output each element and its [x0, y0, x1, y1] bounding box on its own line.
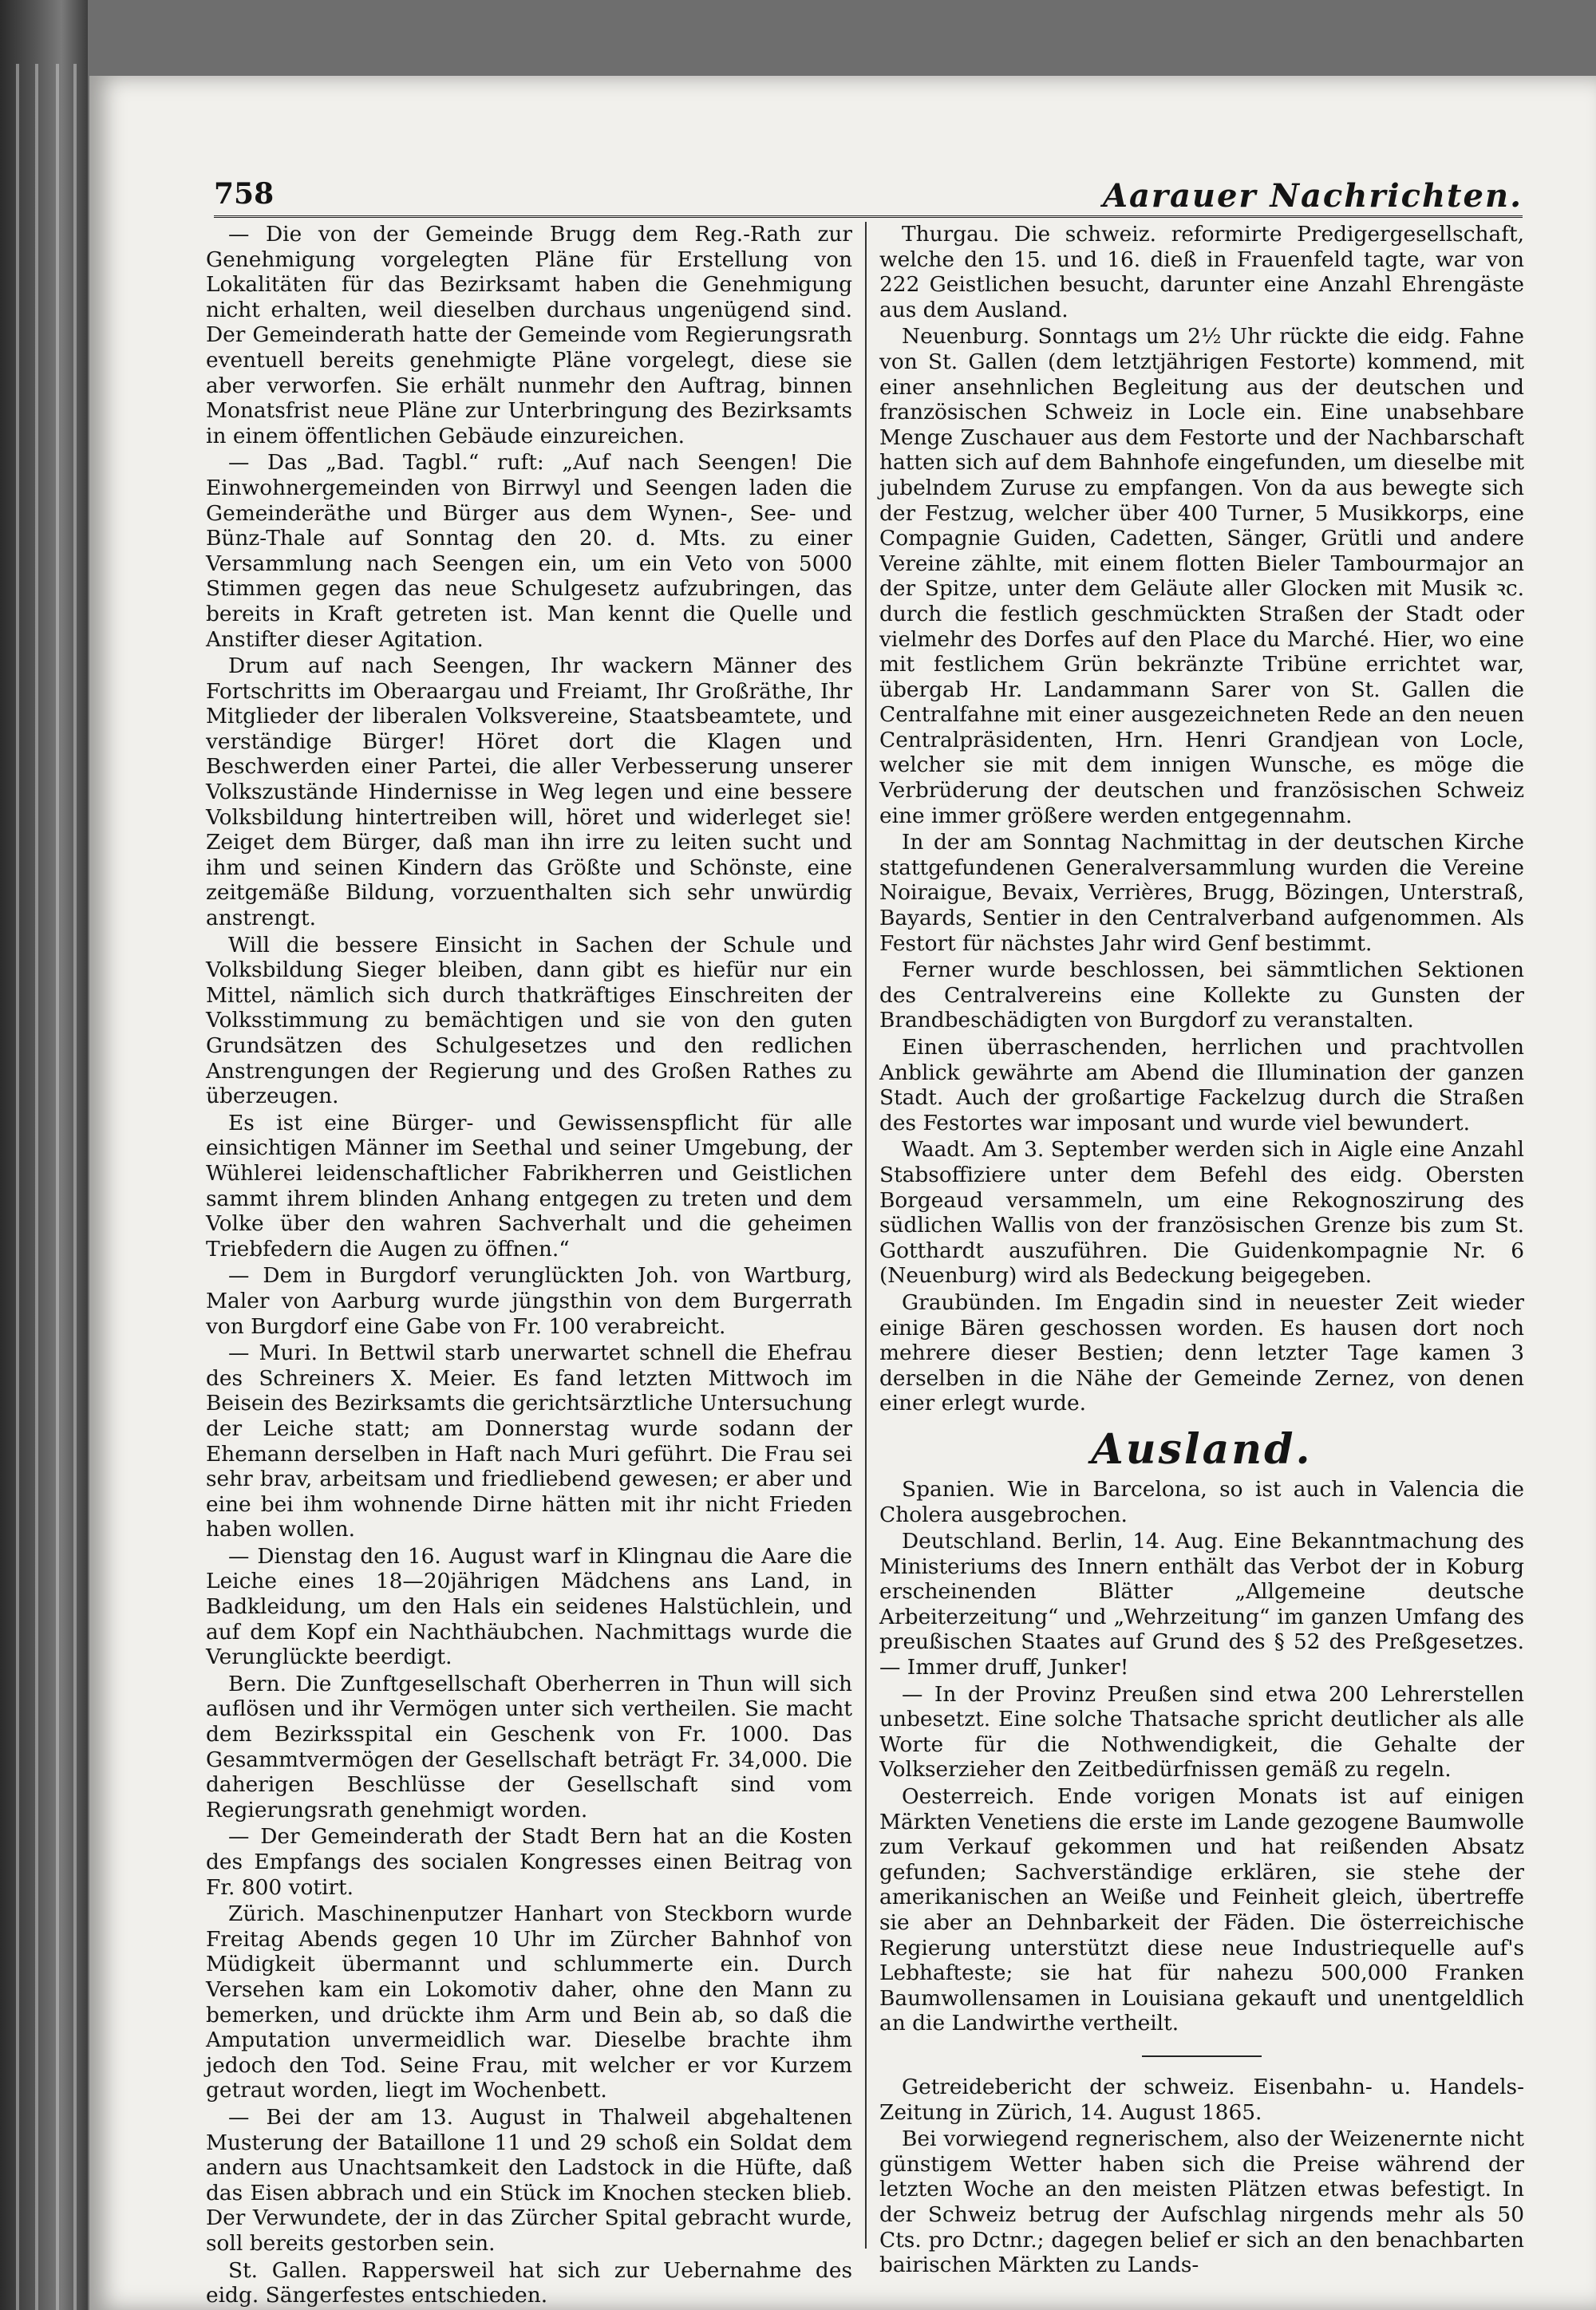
- article-paragraph: Es ist eine Bürger- und Gewissenspflicht für alle einsichtigen Männer im Seethal und seiner Umgebung, der Wühlerei leidenschaftlicher Fabrikherren und Geistlichen sammt ihrem blinden Anhang entgegen zu treten und dem Volke über den wahren Sachverhalt und die geheimen Triebfedern die Augen zu öffnen.“: [206, 1110, 852, 1262]
- article-paragraph: — Muri. In Bettwil starb unerwartet schnell die Ehefrau des Schreiners X. Meier. Es fand letzten Mittwoch im Beisein des Bezirksamts die gerichtsärztliche Untersuchung der Leiche statt; am Donnerstag wurde sodann der Ehemann derselben in Haft nach Muri geführt. Die Frau sei sehr brav, arbeitsam und friedliebend gewesen; er aber und eine bei ihm wohnende Dirne hätten mit ihr nicht Frieden haben wollen.: [206, 1341, 852, 1542]
- article-paragraph: Einen überraschenden, herrlichen und prachtvollen Anblick gewährte am Abend die Illumination der ganzen Stadt. Auch der großartige Fackelzug durch die Straßen des Festortes war imposant und wurde viel bewundert.: [879, 1035, 1524, 1135]
- article-paragraph: — Das „Bad. Tagbl.“ ruft: „Auf nach Seengen! Die Einwohnergemeinden von Birrwyl und Seengen laden die Gemeinderäthe und Bürger aus dem Wynen-, See- und Bünz-Thale auf Sonntag den 20. d. Mts. zu einer Versammlung nach Seengen ein, um ein Veto von 5000 Stimmen gegen das neue Schulgesetz aufzubringen, das bereits in Kraft getreten ist. Man kennt die Quelle und Anstifter dieser Agitation.: [206, 450, 852, 652]
- article-paragraph: St. Gallen. Rappersweil hat sich zur Uebernahme des eidg. Sängerfestes entschieden.: [206, 2257, 852, 2308]
- article-paragraph: Bei vorwiegend regnerischem, also der Weizenernte nicht günstigem Wetter haben sich die Preise während der letzten Woche an den meisten Plätzen etwas befestigt. In der Schweiz betrug der Aufschlag nirgends mehr als 50 Cts. pro Dctnr.; dagegen belief er sich an den benachbarten bairischen Märkten zu Lands-: [879, 2126, 1524, 2278]
- section-title: Ausland.: [1091, 1424, 1313, 1474]
- article-paragraph: Bern. Die Zunftgesellschaft Oberherren in Thun will sich auflösen und ihr Vermögen unter sich vertheilen. Sie macht dem Bezirksspital ein Geschenk von Fr. 1000. Das Gesammtvermögen der Gesellschaft beträgt Fr. 34,000. Die daherigen Beschlüsse der Gesellschaft sind vom Regierungsrath genehmigt worden.: [206, 1671, 852, 1822]
- article-paragraph: Thurgau. Die schweiz. reformirte Predigergesellschaft, welche den 15. und 16. dieß in Frauenfeld tagte, war von 222 Geistlichen besucht, darunter eine Anzahl Ehrengäste aus dem Ausland.: [879, 222, 1524, 322]
- article-paragraph: Oesterreich. Ende vorigen Monats ist auf einigen Märkten Venetiens die erste im Lande gezogene Baumwolle zum Verkauf gekommen und hat reißenden Absatz gefunden; Sachverständige erklären, sie stehe der amerikanischen an Weiße und Feinheit gleich, übertreffe sie aber an Dehnbarkeit der Fäden. Die österreichische Regierung unterstützt diese neue Industriequelle auf's Lebhafteste; sie hat für nahezu 500,000 Franken Baumwollensamen in Louisiana gekauft und unentgeldlich an die Landwirthe vertheilt.: [879, 1784, 1524, 2036]
- newspaper-title: Aarauer Nachrichten.: [1102, 177, 1523, 215]
- article-paragraph: — Der Gemeinderath der Stadt Bern hat an die Kosten des Empfangs des socialen Kongresses einen Beitrag von Fr. 800 votirt.: [206, 1824, 852, 1900]
- article-paragraph: — Bei der am 13. August in Thalweil abgehaltenen Musterung der Bataillone 11 und 29 schoß ein Soldat dem andern aus Unachtsamkeit den Ladstock in die Hüfte, daß das Eisen abbrach und ein Stück im Knochen stecken blieb. Der Verwundete, der in das Zürcher Spital gebracht wurde, soll bereits gestorben sein.: [206, 2104, 852, 2256]
- article-paragraph: Drum auf nach Seengen, Ihr wackern Männer des Fortschritts im Oberaargau und Freiamt, Ihr Großräthe, Ihr Mitglieder der liberalen Volksvereine, Staatsbeamtete, und verständige Bürger! Höret dort die Klagen und Beschwerden einer Partei, die aller Verbesserung unserer Volkszustände Hindernisse in Weg legen und eine bessere Volksbildung hintertreiben will, höret und widerleget sie! Zeiget dem Bürger, daß man ihn irre zu leiten sucht und ihm und seinen Kindern das Größte und Schönste, eine zeitgemäße Bildung, vorzuenthalten sich sehr unwürdig anstrengt.: [206, 654, 852, 931]
- article-paragraph: Spanien. Wie in Barcelona, so ist auch in Valencia die Cholera ausgebrochen.: [879, 1476, 1524, 1527]
- column-divider: [865, 222, 867, 2249]
- article-paragraph: In der am Sonntag Nachmittag in der deutschen Kirche stattgefundenen Generalversammlung wurden die Vereine Noiraigue, Bevaix, Verrières, Brugg, Bözingen, Unterstraß, Bayards, Sentier in den Centralverband aufgenommen. Als Festort für nächstes Jahr wird Genf bestimmt.: [879, 830, 1524, 956]
- article-paragraph: — Die von der Gemeinde Brugg dem Reg.-Rath zur Genehmigung vorgelegten Pläne für Erstellung von Lokalitäten für das Bezirksamt haben die Genehmigung nicht erhalten, weil dieselben durchaus ungenügend sind. Der Gemeinderath hatte der Gemeinde vom Regierungsrath eventuell bereits genehmigte Pläne vorgelegt, diese sie aber verworfen. Sie erhält nunmehr den Auftrag, binnen Monatsfrist neue Pläne zur Unterbringung des Bezirksamts in einem öffentlichen Gebäude einzureichen.: [206, 222, 852, 448]
- article-paragraph: Neuenburg. Sonntags um 2½ Uhr rückte die eidg. Fahne von St. Gallen (dem letztjährigen Festorte) kommend, mit einer ansehnlichen Begleitung aus der deutschen und französischen Schweiz in Locle ein. Eine unabsehbare Menge Zuschauer aus dem Festorte und der Nachbarschaft hatten sich auf dem Bahnhofe eingefunden, um dieselbe mit jubelndem Zuruse zu empfangen. Von da aus bewegte sich der Festzug, welcher über 400 Turner, 5 Musikkorps, eine Compagnie Guiden, Cadetten, Sänger, Grütli und andere Vereine zählte, mit einem flotten Bieler Tambourmajor an der Spitze, unter dem Geläute aller Glocken mit Musik ꝛc. durch die festlich geschmückten Straßen der Stadt oder vielmehr des Dorfes auf den Place du Marché. Hier, wo eine mit festlichem Grün bekränzte Tribüne errichtet war, übergab Hr. Landammann Sarer von St. Gallen die Centralfahne mit einer ausgezeichneten Rede an den neuen Centralpräsidenten, Hrn. Henri Grandjean von Locle, welcher sie mit dem innigen Wunsche, es möge die Verbrüderung der deutschen und französischen Schweiz eine immer größere werden entgegennahm.: [879, 324, 1524, 828]
- book-spine-edge: [0, 0, 88, 2310]
- article-paragraph: — Dienstag den 16. August warf in Klingnau die Aare die Leiche eines 18—20jährigen Mädchens ans Land, in Badkleidung, um den Hals ein seidenes Halstüchlein, und auf dem Kopf ein Nachthäubchen. Nachmittags wurde die Verunglückte beerdigt.: [206, 1543, 852, 1670]
- page-header: [214, 177, 1523, 218]
- article-paragraph: — In der Provinz Preußen sind etwa 200 Lehrerstellen unbesetzt. Eine solche Thatsache spricht deutlicher als alle Worte für die Nothwendigkeit, die Gehalte der Volkserzieher den Zeitbedürfnissen gemäß zu regeln.: [879, 1681, 1524, 1783]
- right-column: [879, 222, 1524, 2278]
- article-paragraph: Will die bessere Einsicht in Sachen der Schule und Volksbildung Sieger bleiben, dann gibt es hiefür nur ein Mittel, nämlich sich durch thatkräftiges Einschreiten der Volksstimmung zu bemächtigen und sie von den guten Grundsätzen des Schulgesetzes und den redlichen Anstrengungen der Regierung und des Großen Rathes zu überzeugen.: [206, 932, 852, 1109]
- article-paragraph: Zürich. Maschinenputzer Hanhart von Steckborn wurde Freitag Abends gegen 10 Uhr im Zürcher Bahnhof von Müdigkeit übermannt und schlummerte ein. Durch Versehen kam ein Lokomotiv daher, ohne den Mann zu bemerken, und drückte ihm Arm und Bein ab, so daß die Amputation unvermeidlich war. Dieselbe brachte ihm jedoch den Tod. Seine Frau, mit welcher er vor Kurzem getraut worden, liegt im Wochenbett.: [206, 1901, 852, 2103]
- article-paragraph: Getreidebericht der schweiz. Eisenbahn- u. Handels-Zeitung in Zürich, 14. August 1865.: [879, 2074, 1524, 2125]
- article-paragraph: Deutschland. Berlin, 14. Aug. Eine Bekanntmachung des Ministeriums des Innern enthält das Verbot der in Koburg erscheinenden Blätter „Allgemeine deutsche Arbeiterzeitung“ und „Wehrzeitung“ im ganzen Umfang des preußischen Staates auf Grund des § 52 des Preßgesetzes. — Immer druff, Junker!: [879, 1529, 1524, 1680]
- article-divider: [1142, 2055, 1262, 2057]
- article-paragraph: Waadt. Am 3. September werden sich in Aigle eine Anzahl Stabsoffiziere unter dem Befehl des eidg. Obersten Borgeaud versammeln, um eine Rekognoszirung des südlichen Wallis von der französischen Grenze bis zum St. Gotthardt auszuführen. Die Guidenkompagnie Nr. 6 (Neuenburg) wird als Bedeckung beigegeben.: [879, 1137, 1524, 1289]
- article-paragraph: Graubünden. Im Engadin sind in neuester Zeit wieder einige Bären geschossen worden. Es hausen dort noch mehrere dieser Bestien; denn letzter Tage kamen 3 derselben in die Nähe der Gemeinde Zernez, von denen einer erlegt wurde.: [879, 1289, 1524, 1416]
- left-column: [206, 222, 852, 2308]
- article-paragraph: — Dem in Burgdorf verunglückten Joh. von Wartburg, Maler von Aarburg wurde jüngsthin von dem Burgerrath von Burgdorf eine Gabe von Fr. 100 verabreicht.: [206, 1263, 852, 1339]
- page-number: 758: [214, 177, 275, 211]
- article-paragraph: Ferner wurde beschlossen, bei sämmtlichen Sektionen des Centralvereins eine Kollekte zu Gunsten der Brandbeschädigten von Burgdorf zu veranstalten.: [879, 958, 1524, 1033]
